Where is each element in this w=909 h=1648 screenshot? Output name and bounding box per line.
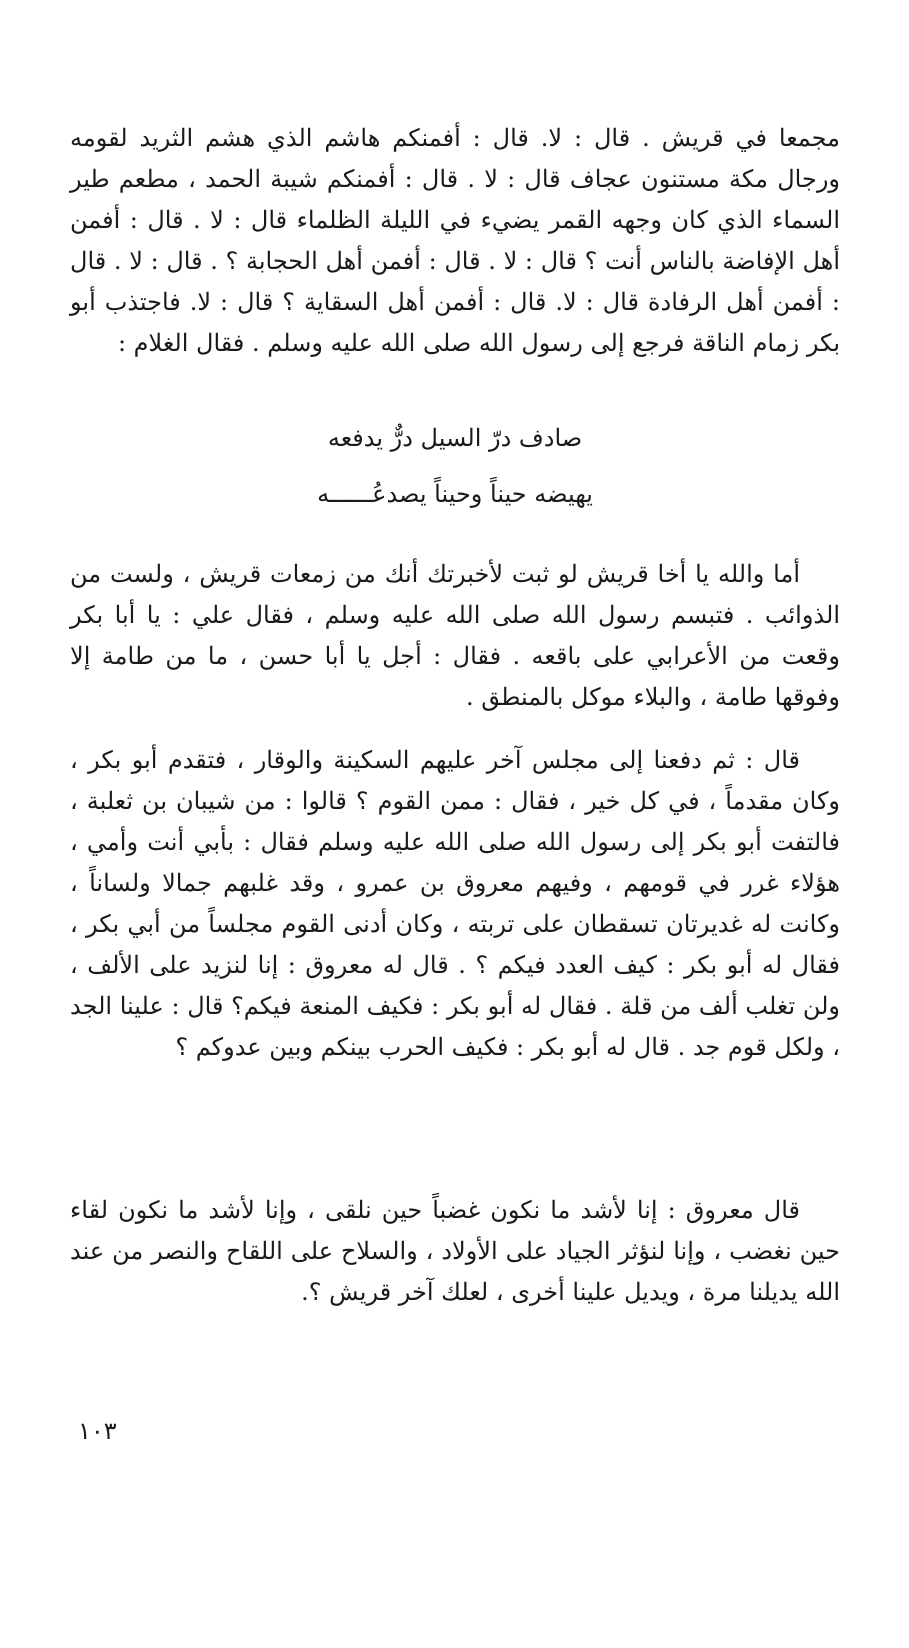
verse-line-2: يهيضه حيناً وحيناً يصدعُــــــه (317, 480, 593, 508)
paragraph-shayban-council (70, 740, 840, 1068)
paragraph-youth-reply (70, 554, 840, 718)
paragraph-text: مجمعا في قريش . قال : لا. قال : أفمنكم هاشم الذي هشم الثريد لقومه ورجال مكة مستنون عجاف قال : لا . قال : أفمنكم شيبة الحمد ، مطعم طير السماء الذي كان وجهه القمر يضيء في الليلة الظلماء قال : لا . قال : أفمن أهل الإفاضة بالناس أنت ؟ قال : لا . قال : أفمن أهل الحجابة ؟ . قال : لا . قال : أفمن أهل الرفادة قال : لا. قال : أفمن أهل السقاية ؟ قال : لا. فاجتذب أبو بكر زمام الناقة فرجع إلى رسول الله صلى الله عليه وسلم . فقال الغلام : (70, 124, 841, 357)
paragraph-dialogue-opening (70, 118, 840, 364)
paragraph-text: قال معروق : إنا لأشد ما نكون غضباً حين نلقى ، وإنا لأشد ما نكون لقاء حين نغضب ، وإنا لنؤثر الجياد على الأولاد ، والسلاح على اللقاح والنصر من عند الله يديلنا مرة ، ويديل علينا أخرى ، لعلك آخر قريش ؟. (70, 1196, 841, 1306)
paragraph-text: قال : ثم دفعنا إلى مجلس آخر عليهم السكينة والوقار ، فتقدم أبو بكر ، وكان مقدماً ، في كل خير ، فقال : ممن القوم ؟ قالوا : من شيبان بن ثعلبة ، فالتفت أبو بكر إلى رسول الله صلى الله عليه وسلم فقال : بأبي أنت وأمي ، هؤلاء غرر في قومهم ، وفيهم معروق بن عمرو ، وقد غلبهم جمالا ولساناً ، وكانت له غديرتان تسقطان على تربته ، وكان أدنى القوم مجلساً من أبي بكر ، فقال له أبو بكر : كيف العدد فيكم ؟ . قال له معروق : إنا لنزيد على الألف ، ولن تغلب ألف من قلة . فقال له أبو بكر : فكيف المنعة فيكم؟ قال : علينا الجد ، ولكل قوم جد . قال له أبو بكر : فكيف الحرب بينكم وبين عدوكم ؟ (70, 746, 841, 1061)
verse-line-1: صادف درّ السيل درٌّ يدفعه (327, 424, 583, 452)
paragraph-maruq-reply (70, 1190, 840, 1313)
paragraph-text: أما والله يا أخا قريش لو ثبت لأخبرتك أنك من زمعات قريش ، ولست من الذوائب . فتبسم رسول الله صلى الله عليه وسلم ، فقال علي : يا أبا بكر وقعت من الأعرابي على باقعه . فقال : أجل يا أبا حسن ، ما من طامة إلا وفوقها طامة ، والبلاء موكل بالمنطق . (70, 560, 840, 711)
page-number: ١٠٣ (78, 1417, 117, 1445)
poetry-verse (70, 410, 840, 522)
